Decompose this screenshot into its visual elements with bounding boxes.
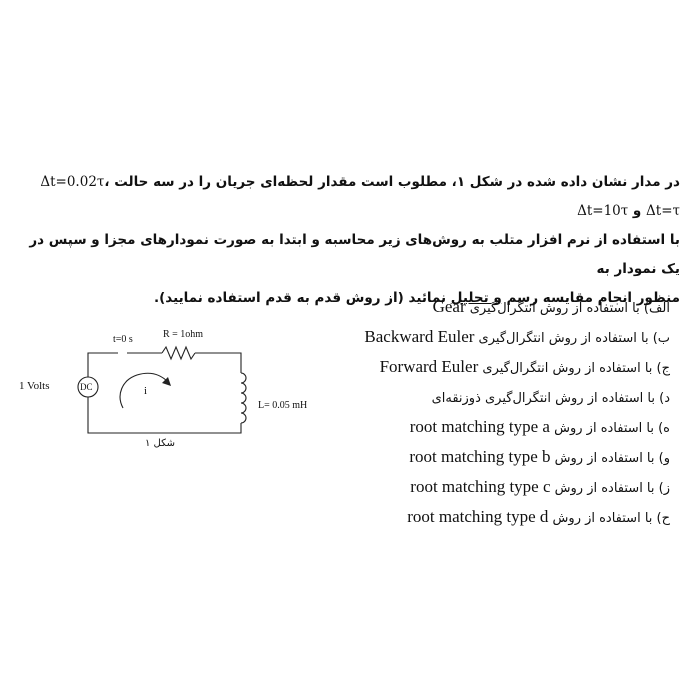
switch-label: t=0 s [113, 334, 133, 345]
problem-text-3c: نمائید (از روش قدم به قدم استفاده نمایید). [153, 290, 447, 306]
method-prefix: د) با استفاده از روش انتگرال‌گیری ذوزنقه‌ای [431, 391, 670, 406]
source-voltage-label: 1 Volts [19, 380, 50, 392]
method-prefix: ب) با استفاده از روش انتگرال‌گیری [478, 331, 670, 346]
method-prefix: و) با استفاده از روش [554, 451, 670, 466]
dt-case-1: Δt=0.02τ [40, 174, 105, 190]
method-name: root matching type b [409, 447, 551, 466]
figure-caption: شکل ۱ [145, 438, 176, 449]
inductor-coil [241, 373, 246, 423]
wire-left-top [88, 353, 118, 377]
resistor-label: R = 1ohm [163, 329, 204, 340]
method-name: Forward Euler [379, 357, 479, 376]
method-name: Backward Euler [364, 327, 475, 346]
wire-right-top [195, 353, 241, 373]
method-name: root matching type d [407, 507, 549, 526]
underlined-analysis: و تحلیل [450, 290, 502, 306]
problem-line-2: با استفاده از نرم افزار متلب به روش‌های زیر محاسبه و ابتدا به صورت نمودارهای مجزا و سپس در یک نمودار به [29, 232, 680, 277]
method-name: root matching type a [409, 417, 550, 436]
method-name: root matching type c [410, 477, 551, 496]
inductor-label: L= 0.05 mH [258, 400, 308, 411]
method-name: Gear [432, 297, 466, 316]
dt-case-3: Δt=10τ [577, 203, 629, 219]
current-label: i [144, 385, 148, 397]
dt-case-2: Δt=τ [646, 203, 680, 219]
method-prefix: ه) با استفاده از روش [554, 421, 670, 436]
dc-label: DC [80, 382, 93, 392]
method-prefix: الف) با استفاده از روش انتگرال‌گیری [469, 301, 670, 316]
conjunction: و [632, 203, 642, 219]
problem-text-1: در مدار نشان داده شده در شکل ۱، مطلوب است مقدار لحظه‌ای جریان را در سه حالت [114, 174, 680, 190]
problem-text-3a: منظور انجام مقایسه رسم [506, 290, 680, 306]
method-prefix: ح) با استفاده از روش [552, 511, 670, 526]
resistor-zigzag [162, 347, 195, 359]
method-prefix: ز) با استفاده از روش [554, 481, 670, 496]
wire-bottom [88, 397, 241, 433]
method-prefix: ج) با استفاده از روش انتگرال‌گیری [482, 361, 670, 376]
comma: ، [104, 174, 110, 190]
